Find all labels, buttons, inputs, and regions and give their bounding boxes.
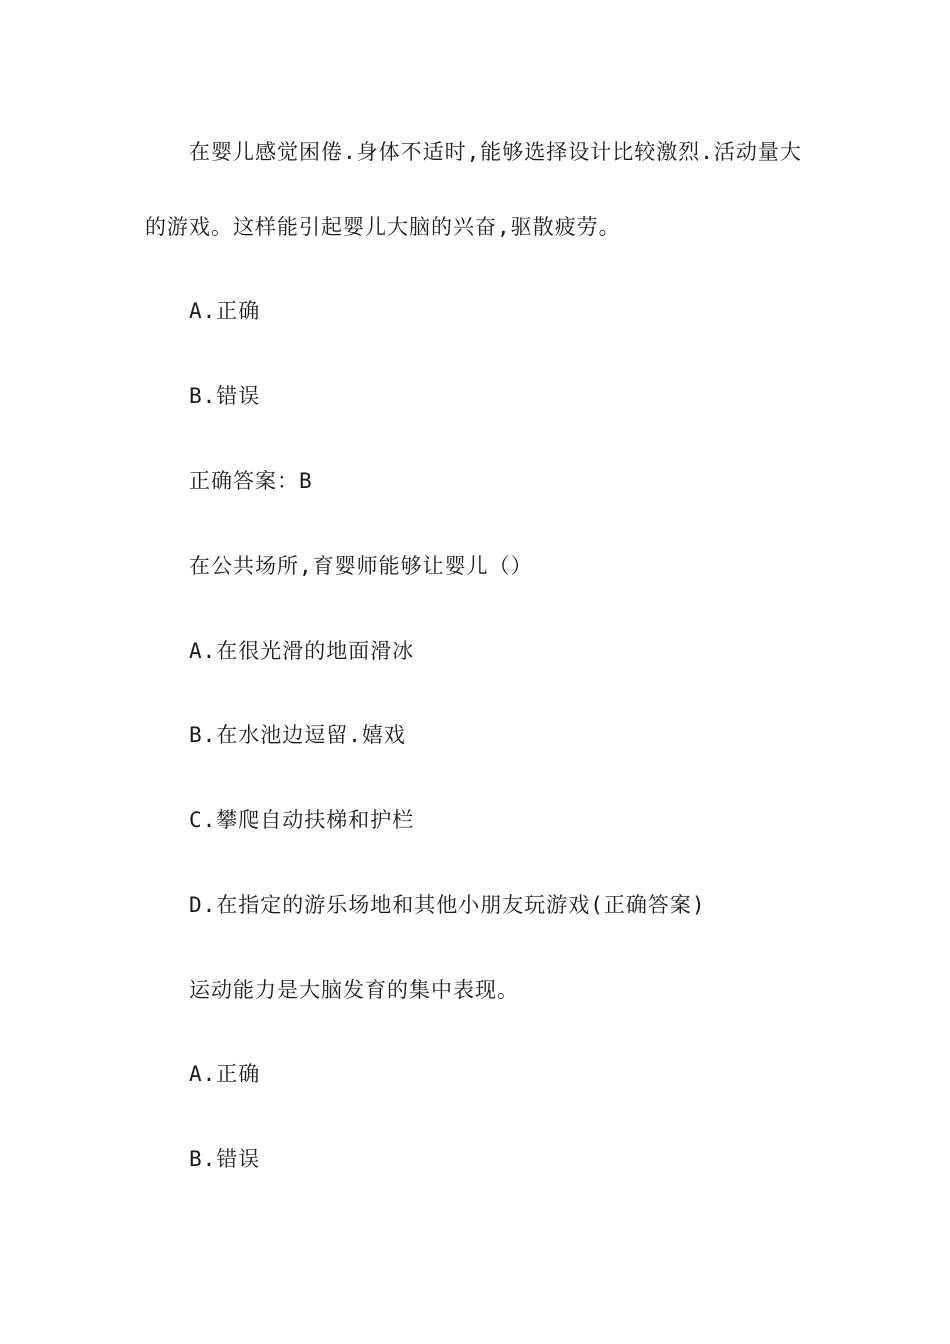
question-2-stem: 在公共场所,育婴师能够让婴儿（） (189, 554, 533, 578)
question-2-option-b: B.在水池边逗留.嬉戏 (189, 723, 406, 747)
question-1-stem-line-2: 的游戏。这样能引起婴儿大脑的兴奋,驱散疲劳。 (145, 215, 621, 239)
question-3-option-b: B.错误 (189, 1147, 261, 1171)
question-1-option-a: A.正确 (189, 299, 261, 323)
question-1-option-b: B.错误 (189, 384, 261, 408)
question-1-stem-line-1: 在婴儿感觉困倦.身体不适时,能够选择设计比较激烈.活动量大 (189, 140, 802, 164)
question-2-option-a: A.在很光滑的地面滑冰 (189, 639, 415, 663)
question-3-stem: 运动能力是大脑发育的集中表现。 (189, 978, 519, 1002)
question-2-option-d: D.在指定的游乐场地和其他小朋友玩游戏(正确答案) (189, 893, 706, 917)
question-3-option-a: A.正确 (189, 1062, 261, 1086)
question-2-option-c: C.攀爬自动扶梯和护栏 (189, 808, 415, 832)
question-1-answer: 正确答案：B (189, 469, 313, 493)
